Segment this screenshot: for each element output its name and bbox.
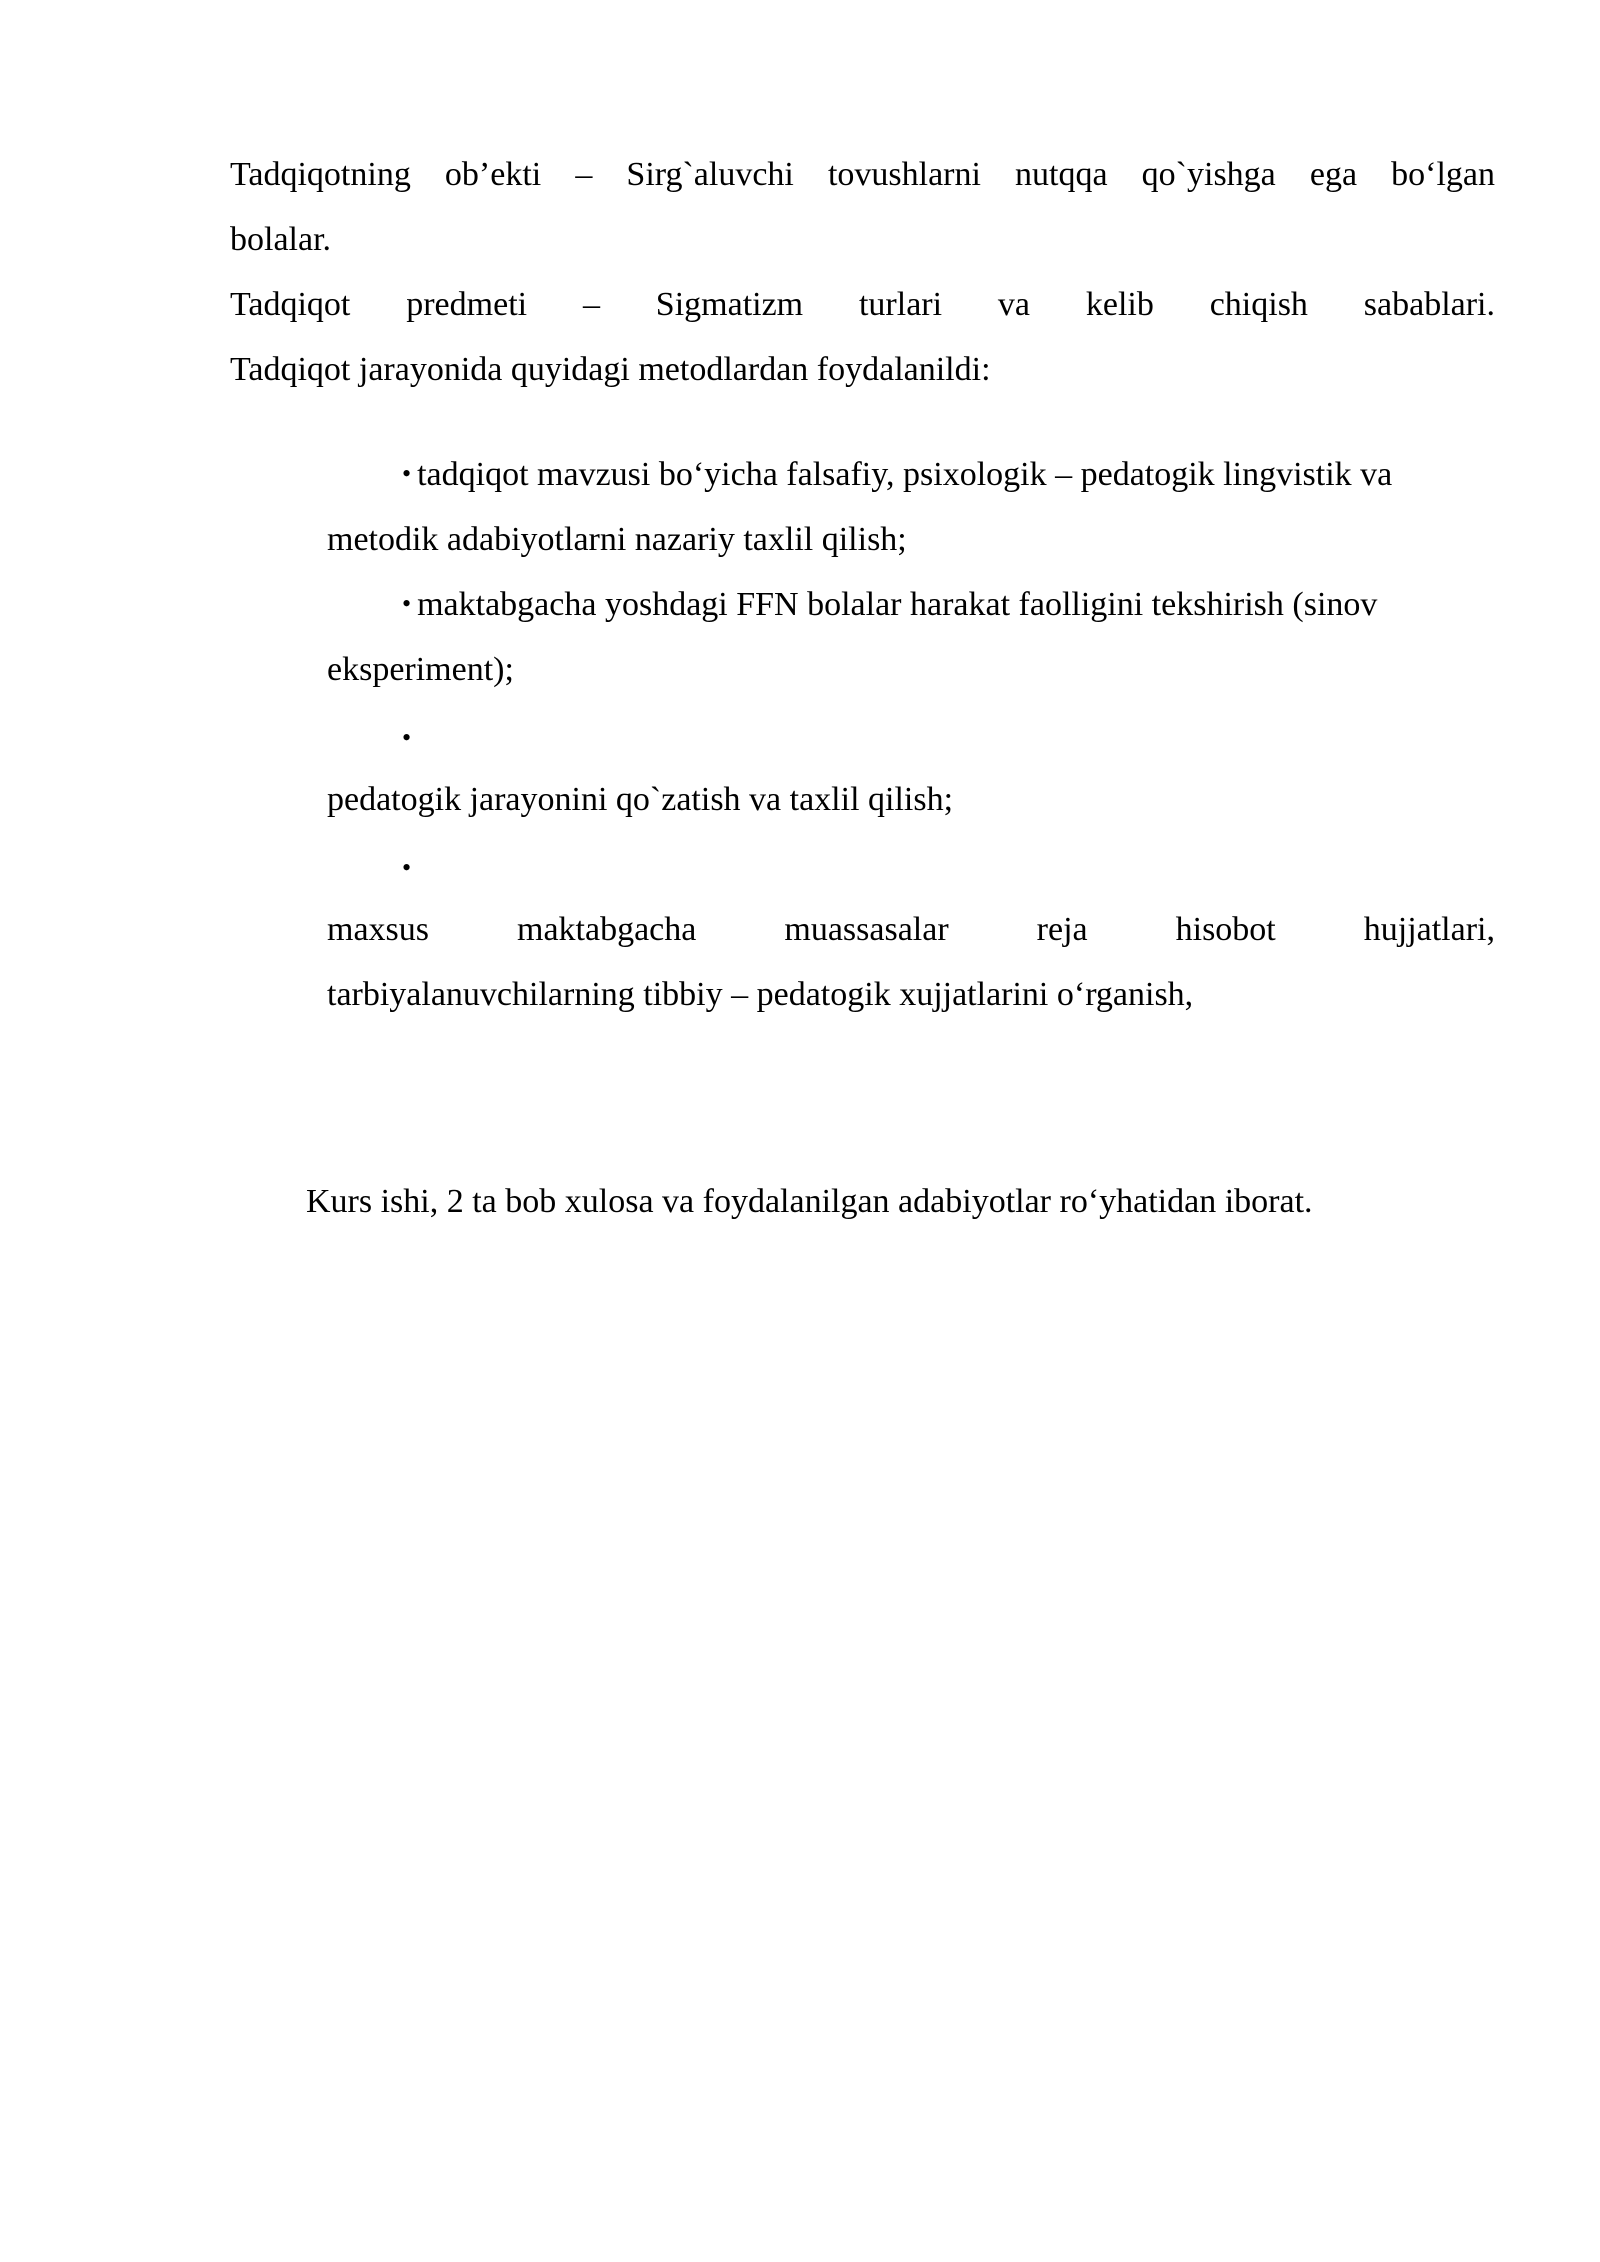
research-object-line-2: bolalar. (230, 221, 332, 258)
method-item-4-line-2: tarbiyalanuvchilarning tibbiy – pedatogik xujjatlarini o‘rganish, (327, 976, 1194, 1013)
method-item-2-line-2: eksperiment); (327, 651, 514, 688)
method-item-3-text: pedatogik jarayonini qo`zatish va taxlil qilish; (327, 781, 954, 818)
method-item-4-line-1: maxsus maktabgacha muassasalar reja hisobot hujjatlari, (327, 911, 1495, 948)
method-item-1-line-1 (402, 455, 1392, 497)
bullet-icon: • (402, 853, 412, 882)
research-subject-line: Tadqiqot predmeti – Sigmatizm turlari va kelib chiqish sabablari. (230, 286, 1495, 323)
method-item-1-text: tadqiqot mavzusi bo‘yicha falsafiy, psixologik – pedatogik lingvistik va (417, 456, 1393, 493)
research-object-line-1: Tadqiqotning ob’ekti – Sirg`aluvchi tovushlarni nutqqa qo`yishga ega bo‘lgan (230, 156, 1495, 193)
method-item-1-line-2: metodik adabiyotlarni nazariy taxlil qilish; (327, 521, 907, 558)
method-item-2-line-1 (402, 585, 1377, 627)
method-item-2-text: maktabgacha yoshdagi FFN bolalar harakat faolligini tekshirish (sinov (417, 586, 1378, 623)
course-work-structure-line: Kurs ishi, 2 ta bob xulosa va foydalanilgan adabiyotlar ro‘yhatidan iborat. (306, 1183, 1313, 1220)
bullet-icon: • (402, 723, 412, 752)
bullet-icon: • (402, 459, 412, 489)
bullet-icon: • (402, 589, 412, 619)
methods-intro-line: Tadqiqot jarayonida quyidagi metodlardan foydalanildi: (230, 351, 991, 388)
